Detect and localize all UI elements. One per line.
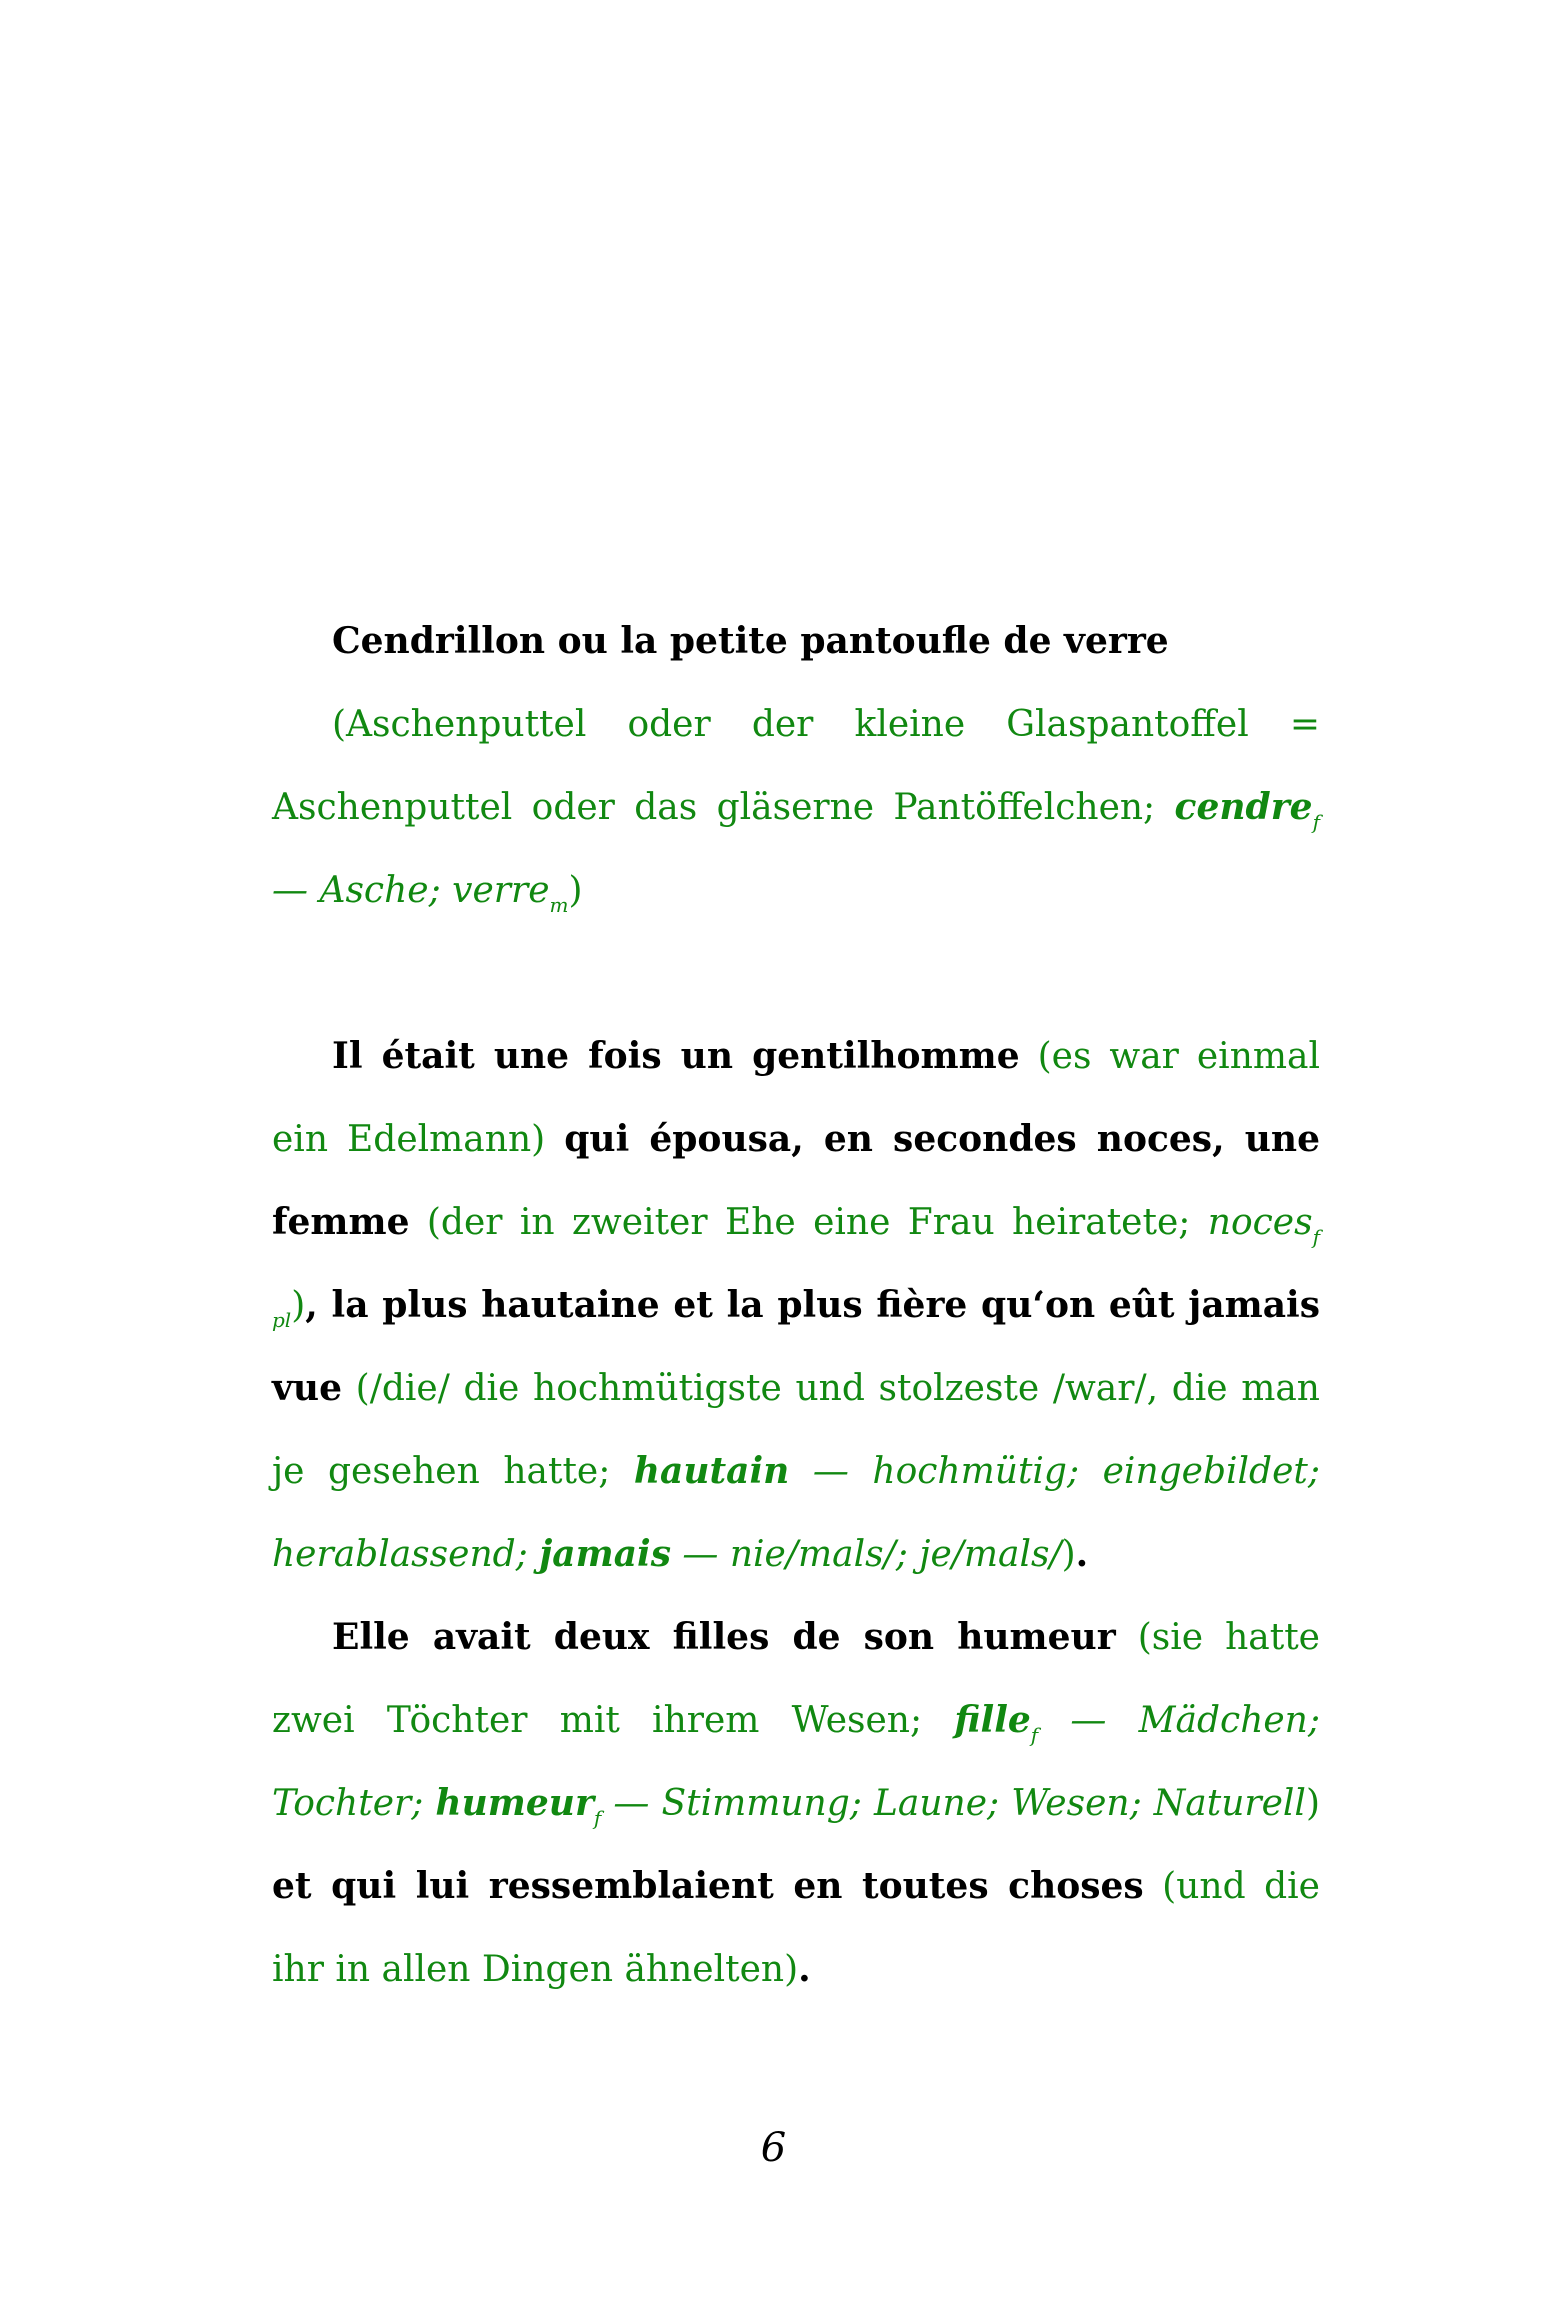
spacer bbox=[272, 932, 1320, 1015]
vocab-word: hautain bbox=[633, 1450, 790, 1492]
vocab-word: cendre bbox=[1174, 786, 1313, 828]
vocab-word: fille bbox=[954, 1699, 1031, 1741]
title-gloss: (Aschenputtel oder der kleine Glaspantoffel = Aschenputtel oder das gläserne Pantöffelchen; cendre$_f$ — Asche; verre$_m$) bbox=[272, 704, 1320, 917]
paragraph-1: Il était une fois un gentilhomme (es war einmal ein Edelmann) qui épousa, en secondes noces, une femme (der in zweiter Ehe eine Frau heiratete; noces$_{f pl}$), la plus hautaine et la plus fière qu‘on eût jamais vue (/die/ die hochmütigste und stolzeste /war/, die man je gesehen hatte; hautain — hochmütig; eingebildet; herablassend; jamais — nie/mals/; je/mals/). bbox=[272, 1035, 1320, 1575]
vocab-word: humeur bbox=[435, 1782, 594, 1824]
page-body bbox=[272, 600, 1320, 2011]
vocab-word: verre bbox=[452, 870, 550, 911]
page-number: 6 bbox=[760, 2125, 787, 2171]
vocab-word: jamais bbox=[539, 1533, 671, 1575]
paragraph-2: Elle avait deux filles de son humeur (sie hatte zwei Töchter mit ihrem Wesen; fille$_f$ — Mädchen; Tochter; humeur$_f$ — Stimmung; Laune; Wesen; Naturell) et qui lui ressemblaient en toutes choses (und die ihr in allen Dingen ähnelten). bbox=[272, 1616, 1320, 1990]
story-title: Cendrillon ou la petite pantoufle de verre bbox=[332, 620, 1169, 662]
